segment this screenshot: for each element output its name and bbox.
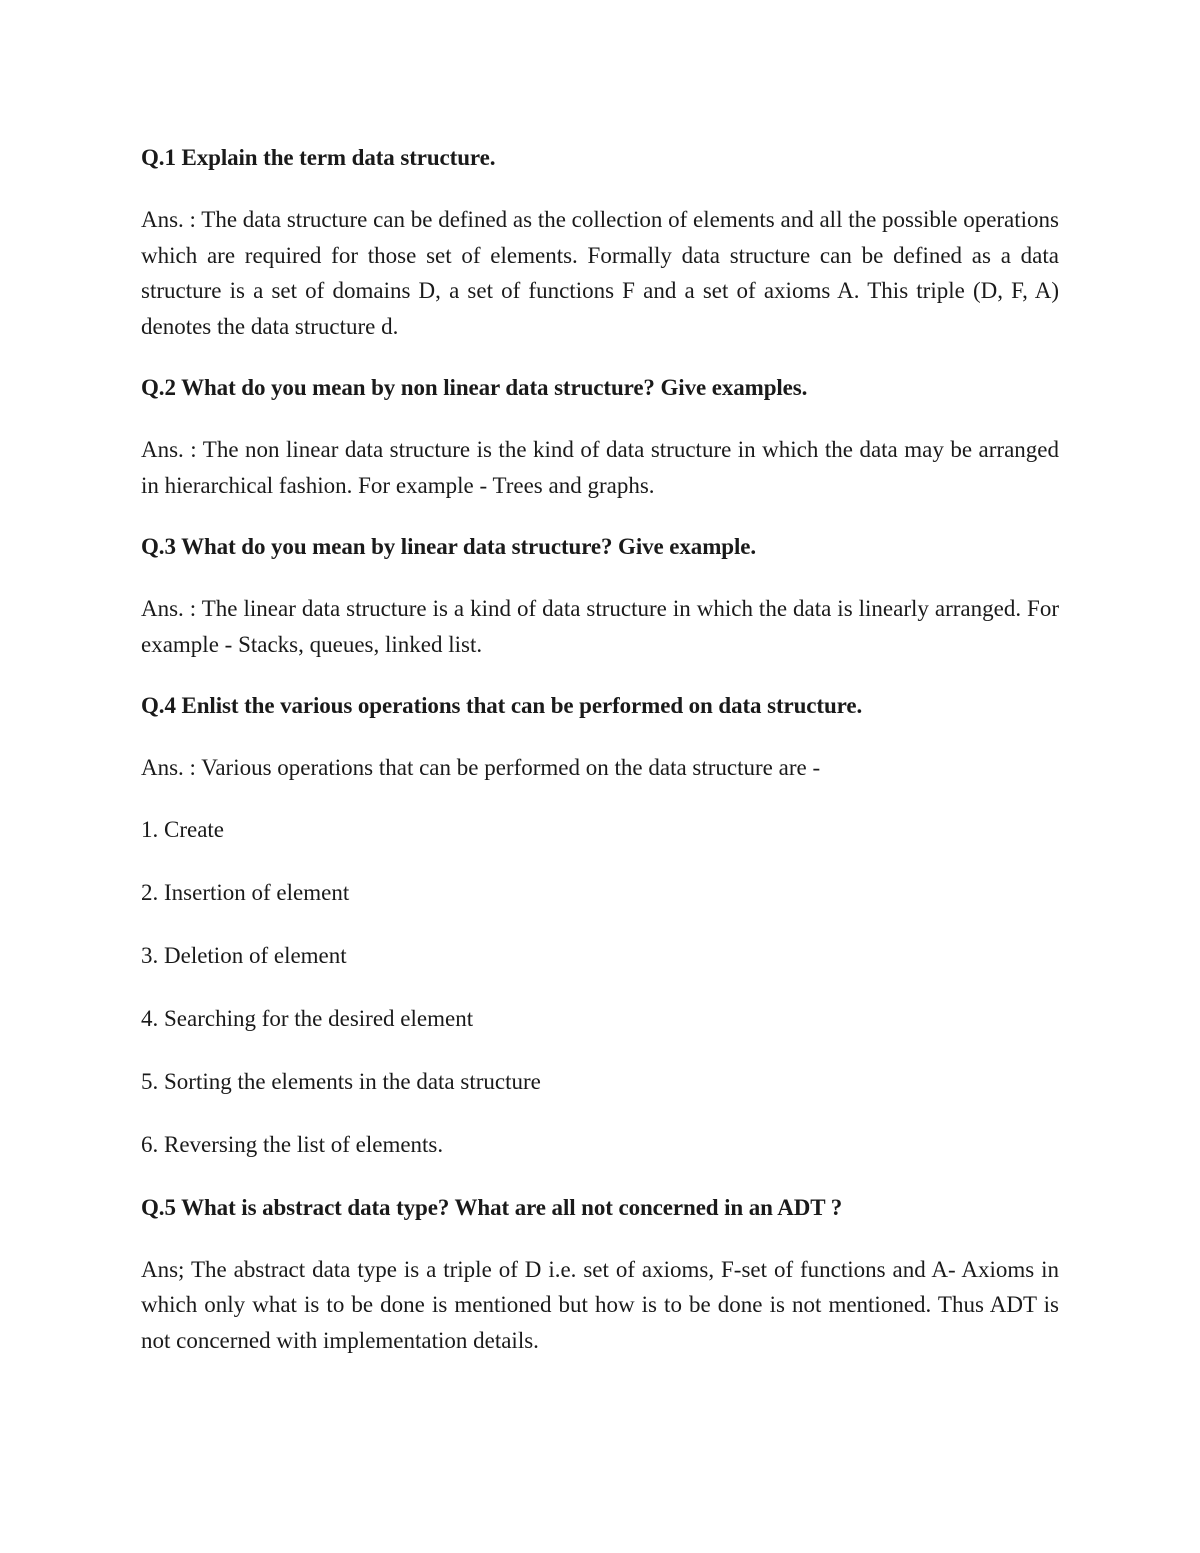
question-2: Q.2 What do you mean by non linear data structure? Give examples. — [141, 375, 808, 400]
question-3: Q.3 What do you mean by linear data structure? Give example. — [141, 534, 757, 559]
question-5: Q.5 What is abstract data type? What are all not concerned in an ADT ? — [141, 1194, 843, 1220]
answer-3: Ans. : The linear data structure is a kind of data structure in which the data is linearly arranged. For example - Stacks, queues, linked list. — [141, 596, 1059, 657]
answer-1: Ans. : The data structure can be defined as the collection of elements and all the possible operations which are required for those set of elements. Formally data structure can be defined as a data structure is a set of domains D, a set of functions F and a set of axioms A. This triple (D, F, A) denotes the data structure d. — [141, 207, 1060, 339]
answer-4: Ans. : Various operations that can be performed on the data structure are - — [141, 755, 821, 780]
answer-5: Ans; The abstract data type is a triple of D i.e. set of axioms, F-set of functions and A- Axioms in which only what is to be done is mentioned but how is to be done is not mentioned. Thus ADT is not concerned with implementation details. — [141, 1256, 1059, 1353]
answer-2: Ans. : The non linear data structure is the kind of data structure in which the data may be arranged in hierarchical fashion. For example - Trees and graphs. — [141, 437, 1059, 498]
list-item: 4. Searching for the desired element — [141, 1005, 474, 1031]
document-page — [141, 140, 1059, 1384]
list-item: 2. Insertion of element — [141, 879, 350, 905]
question-1: Q.1 Explain the term data structure. — [141, 145, 496, 170]
list-item: 3. Deletion of element — [141, 942, 347, 968]
list-item: 6. Reversing the list of elements. — [141, 1131, 444, 1157]
question-4: Q.4 Enlist the various operations that can be performed on data structure. — [141, 693, 863, 718]
list-item: 5. Sorting the elements in the data structure — [141, 1068, 541, 1094]
list-item: 1. Create — [141, 816, 225, 842]
